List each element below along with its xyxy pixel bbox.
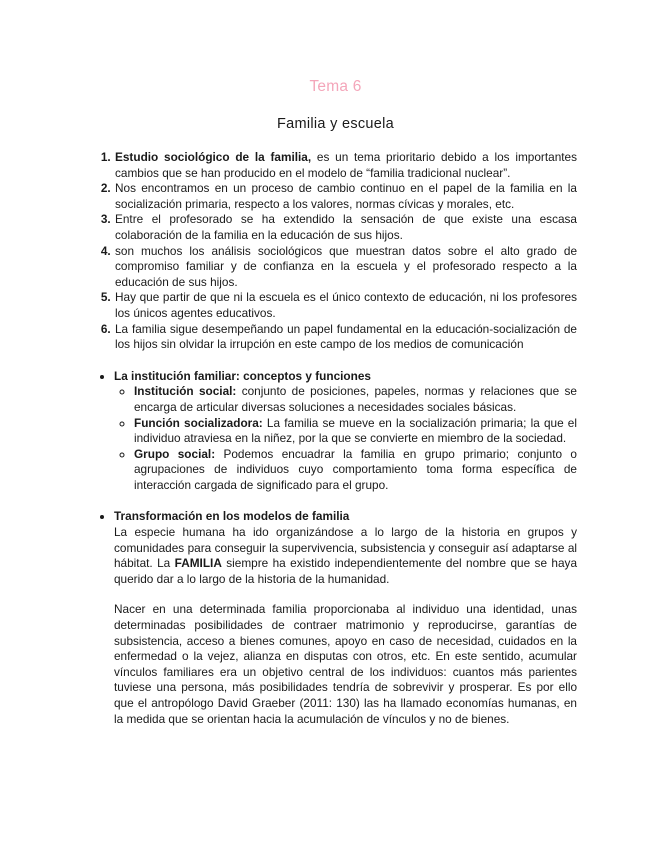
section-heading: La institución familiar: conceptos y funciones: [114, 368, 371, 383]
paragraph-bold: FAMILIA: [174, 556, 222, 571]
paragraph-text: siempre ha existido independientemente del nombre que se haya querido dar a lo largo de la historia de la humanidad.: [114, 556, 578, 586]
list-item: [114, 212, 577, 243]
list-item: [134, 416, 577, 447]
list-item: [134, 384, 577, 415]
item-text: Entre el profesorado se ha extendido la sensación de que existe una escasa colaboración de la familia en la educación de sus hijos.: [115, 212, 577, 242]
item-text: La familia se mueve en la socialización primaria; la que el individuo atraviesa en la niñez, por la que se convierte en miembro de la sociedad.: [134, 415, 577, 446]
document-subtitle: Familia y escuela: [276, 116, 395, 132]
paragraph: Nacer en una determinada familia proporcionaba al individuo una identidad, unas determinadas posibilidades de contraer matrimonio y reproducirse, garantías de subsistencia, acceso a bienes comunes, apoyo en caso de necesidad, cuidados en la enfermedad o la vejez, alianza en disputas con otros, etc. En este sentido, acumular vínculos familiares era un objetivo central de los individuos: cuantos más parientes tuviese una persona, más posibilidades tendría de sobrevivir y prosperar. Es por ello que el antropólogo David Graeber (2011: 130) las ha llamado economías humanas, en la medida que se orientan hacia la acumulación de vínculos y no de bienes.: [114, 602, 577, 726]
item-bold-lead: Institución social:: [134, 384, 237, 399]
section-list: [94, 369, 577, 727]
item-text: son muchos los análisis sociológicos que muestran datos sobre el alto grado de compromiso familiar y de confianza en la escuela y el profesorado respecto a la educación de sus hijos.: [115, 243, 577, 289]
item-bold-lead: Grupo social:: [134, 446, 216, 461]
item-text: Podemos encuadrar la familia en grupo primario; conjunto o agrupaciones de individuos cuyo comportamiento toma forma específica de interacción cargada de significado para el grupo.: [134, 446, 577, 492]
item-bold-lead: Función socializadora:: [134, 415, 263, 430]
list-item: [134, 447, 577, 494]
item-text: conjunto de posiciones, papeles, normas y relaciones que se encarga de articular diversas soluciones a necesidades sociales básicas.: [134, 384, 577, 414]
item-text: es un tema prioritario debido a los importantes cambios que se han producido en el modelo de “familia tradicional nuclear”.: [115, 150, 577, 180]
paragraph-gap: [114, 587, 577, 602]
item-bold-lead: Estudio sociológico de la familia,: [115, 150, 312, 164]
list-item: [114, 181, 577, 212]
sub-list: [114, 384, 577, 493]
list-item: [114, 244, 577, 291]
paragraph: [114, 525, 577, 587]
list-item: [114, 150, 577, 181]
list-item: [114, 290, 577, 321]
item-text: Nos encontramos en un proceso de cambio continuo en el papel de la familia en la socialización primaria, respecto a los valores, normas cívicas y morales, etc.: [115, 181, 577, 211]
topic-title: Tema 6: [309, 78, 362, 95]
paragraph-text: La especie humana ha ido organizándose a lo largo de la historia en grupos y comunidades para conseguir la supervivencia, subsistencia y conseguir así adaptarse al hábitat. La: [114, 525, 577, 571]
item-text: La familia sigue desempeñando un papel fundamental en la educación-socialización de los hijos sin olvidar la irrupción en este campo de los medios de comunicación: [115, 321, 577, 352]
list-item: [114, 322, 577, 353]
section-transformacion: [114, 509, 577, 727]
item-text: Hay que partir de que ni la escuela es el único contexto de educación, ni los profesores los únicos agentes educativos.: [115, 290, 577, 320]
numbered-list: [94, 150, 577, 353]
section-institucion: [114, 369, 577, 494]
section-heading: Transformación en los modelos de familia: [114, 509, 350, 524]
